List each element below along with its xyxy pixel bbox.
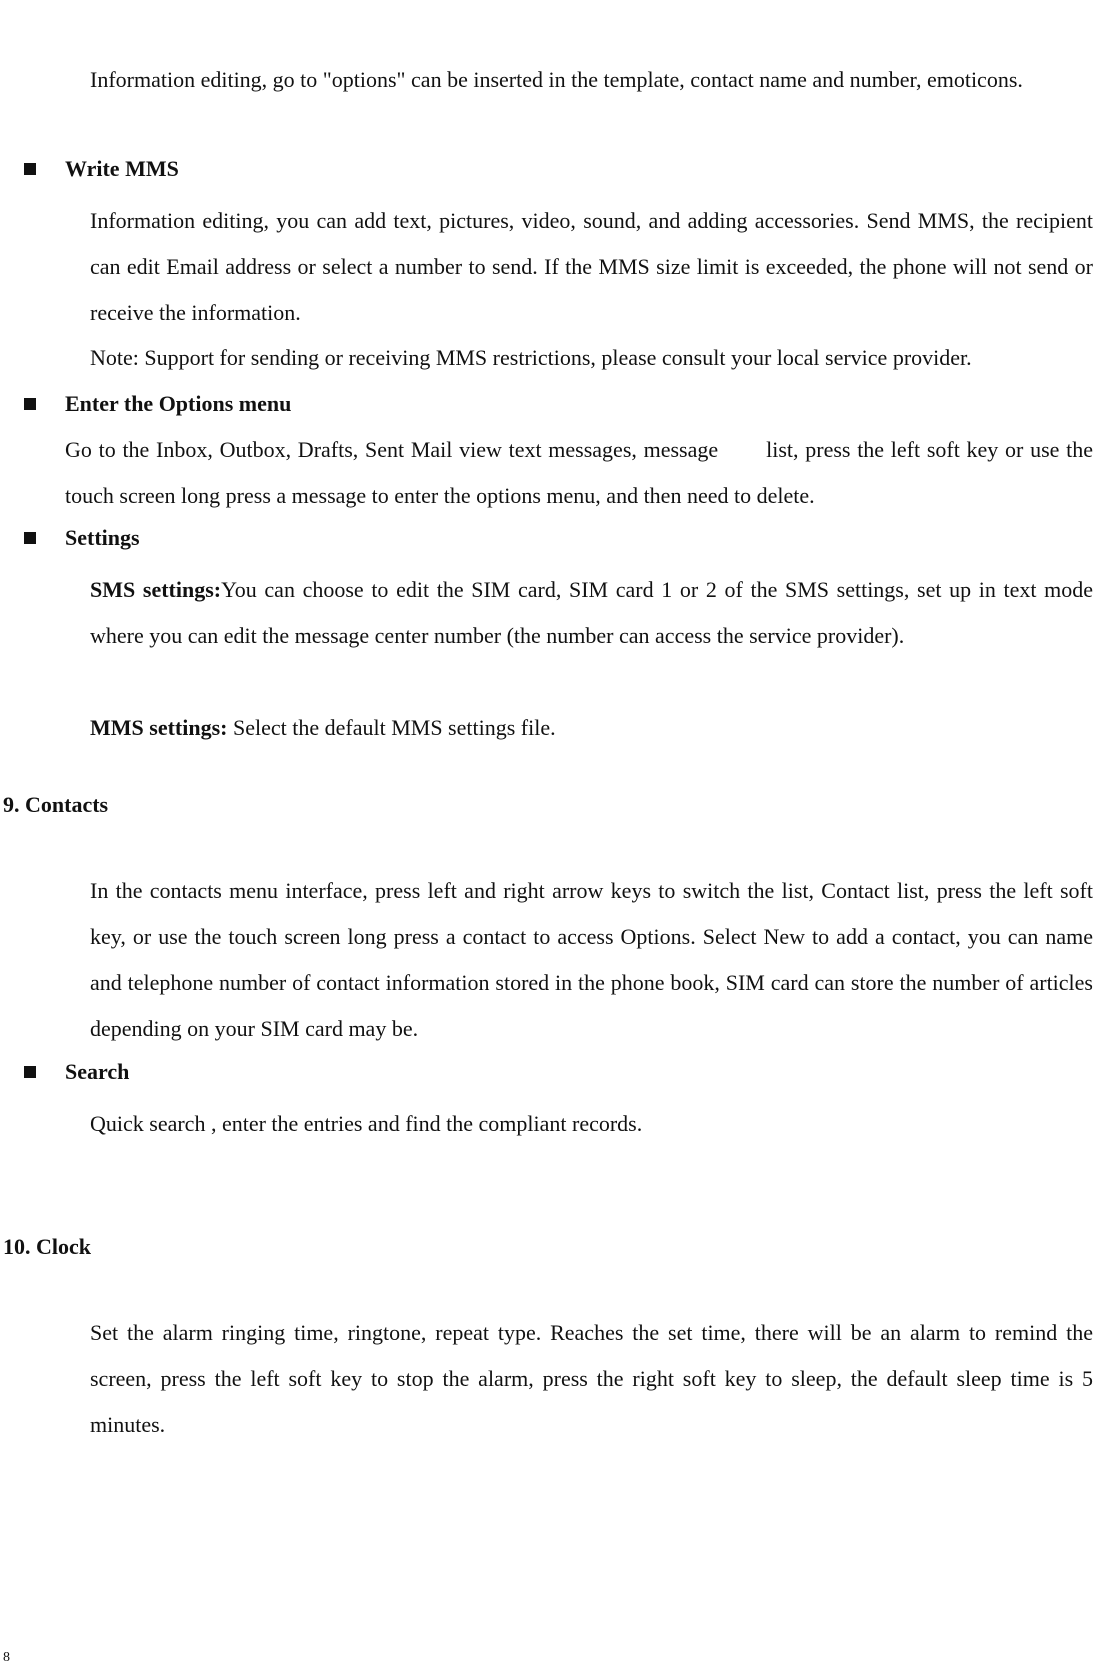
contacts-paragraph: In the contacts menu interface, press left and right arrow keys to switch the list, Contact list, press the left soft key, or use the touch screen long press a contact to access Options. Select New to add a contact, you can name and telephone number of contact information stored in the phone book, SIM card can store the number of articles depending on your SIM card may be.: [90, 878, 1093, 1041]
search-paragraph: Quick search , enter the entries and find the compliant records.: [90, 1111, 643, 1136]
square-bullet-icon: [24, 532, 36, 544]
intro-paragraph: Information editing, go to "options" can be inserted in the template, contact name and number, emoticons.: [90, 67, 1023, 92]
sms-settings-paragraph: [90, 567, 1093, 659]
write-mms-heading: [22, 154, 179, 184]
options-menu-text-part2: list, press the left soft key or use the touch screen long press a message to enter the options menu, and then need to delete.: [65, 437, 1093, 508]
mms-settings-label: MMS settings:: [90, 715, 228, 740]
settings-heading: [22, 523, 140, 553]
square-bullet-icon: [24, 398, 36, 410]
options-menu-paragraph: [65, 427, 1093, 519]
square-bullet-icon: [24, 163, 36, 175]
contacts-section-heading: 9. Contacts: [3, 792, 109, 817]
write-mms-paragraph: Information editing, you can add text, pictures, video, sound, and adding accessories. Send MMS, the recipient can edit Email address or select a number to send. If the MMS size limit is exceeded, the phone will not send or receive the information.: [90, 208, 1093, 325]
square-bullet-icon: [24, 1066, 36, 1078]
write-mms-heading-text: Write MMS: [65, 156, 179, 181]
settings-heading-text: Settings: [65, 525, 140, 550]
search-heading-text: Search: [65, 1059, 130, 1084]
page-number: 8: [3, 1650, 10, 1665]
options-menu-text-part1: Go to the Inbox, Outbox, Drafts, Sent Mail view text messages, message: [65, 437, 719, 462]
clock-section-heading: 10. Clock: [3, 1234, 91, 1259]
sms-settings-label: SMS settings:: [90, 577, 222, 602]
options-menu-heading-text: Enter the Options menu: [65, 391, 292, 416]
write-mms-note: Note: Support for sending or receiving MMS restrictions, please consult your local service provider.: [90, 345, 972, 370]
mms-settings-paragraph: [90, 713, 1093, 743]
sms-settings-text: You can choose to edit the SIM card, SIM card 1 or 2 of the SMS settings, set up in text mode where you can edit the message center number (the number can access the service provider).: [90, 577, 1093, 648]
options-menu-heading: [22, 389, 291, 419]
search-heading: [22, 1057, 129, 1087]
mms-settings-text: Select the default MMS settings file.: [227, 715, 556, 740]
clock-paragraph: Set the alarm ringing time, ringtone, repeat type. Reaches the set time, there will be an alarm to remind the screen, press the left soft key to stop the alarm, press the right soft key to sleep, the default sleep time is 5 minutes.: [90, 1320, 1093, 1437]
